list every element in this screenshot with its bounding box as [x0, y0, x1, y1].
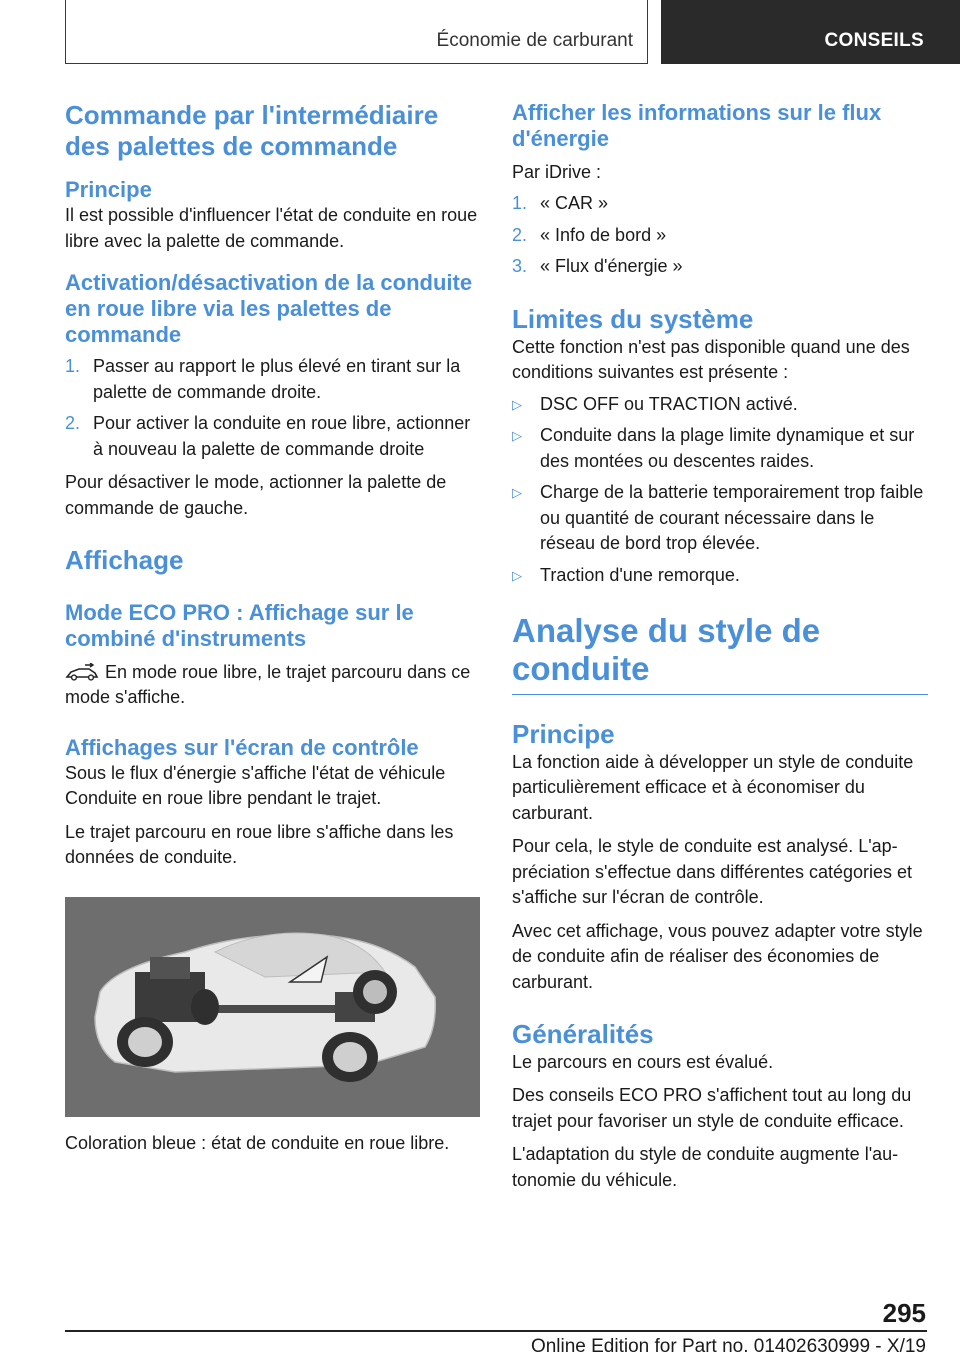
vehicle-illustration	[65, 897, 480, 1117]
list-item	[512, 423, 928, 474]
heading-generalites: Généralités	[512, 1019, 654, 1050]
heading-commande: Commande par l'intermédiaire des palettes de commande	[65, 100, 439, 161]
text-generalites-3: L'adaptation du style de conduite augmente l'autonomie du véhicule.	[512, 1144, 899, 1190]
header-chapter-box	[661, 0, 960, 64]
limites-list	[512, 392, 928, 589]
text-eco-pro	[65, 660, 480, 711]
step-text: « CAR »	[540, 193, 609, 214]
header-section-box	[65, 0, 648, 64]
left-column	[65, 100, 480, 1156]
text-principe-3: Avec cet affichage, vous pouvez adapter votre style de conduite afin de réaliser des économies de carburant.	[512, 920, 923, 992]
heading-principe-right: Principe	[512, 718, 615, 749]
list-item-text: Conduite dans la plage limite dynamique et sur des montées ou descentes raides.	[540, 425, 915, 471]
text-principe-1: La fonction aide à développer un style de conduite particulièrement efficace et à économiser du carburant.	[512, 751, 914, 823]
steps-list	[65, 354, 480, 462]
text-ecran-2: Le trajet parcouru en roue libre s'affiche dans les données de conduite.	[65, 821, 454, 868]
right-column	[512, 100, 928, 1193]
list-item	[512, 392, 928, 418]
triangle-bullet-icon: ▷	[512, 567, 522, 583]
footer-edition: Online Edition for Part no. 01402630999 - X/19	[530, 1336, 926, 1357]
page-number: 295	[882, 1298, 926, 1328]
step-text: Passer au rapport le plus élevé en tirant sur la palette de commande droite.	[93, 356, 461, 402]
step-text: Pour activer la conduite en roue libre, actionner à nouveau la palette de commande droite	[93, 413, 471, 459]
list-item	[65, 354, 480, 405]
heading-activation: Activation/désactivation de la conduite en roue libre via les palettes de commande	[65, 270, 473, 348]
footer-divider	[65, 1330, 927, 1332]
step-number: 2.	[65, 413, 81, 434]
heading-analyse: Analyse du style de conduite	[512, 612, 928, 695]
list-item	[65, 411, 480, 462]
list-item	[512, 254, 928, 280]
header-section-title: Économie de carburant	[436, 30, 633, 51]
heading-eco-pro: Mode ECO PRO : Affichage sur le combiné d'instruments	[65, 599, 414, 651]
heading-affichage: Affichage	[65, 545, 184, 576]
vehicle-figure	[65, 897, 480, 1117]
list-item	[512, 223, 928, 249]
list-item	[512, 563, 928, 589]
text-desactiver: Pour désactiver le mode, actionner la palette de commande de gauche.	[65, 472, 447, 518]
triangle-bullet-icon: ▷	[512, 396, 522, 412]
list-item-text: DSC OFF ou TRACTION activé.	[540, 393, 798, 414]
step-number: 2.	[512, 224, 528, 245]
step-text: « Flux d'énergie »	[540, 256, 683, 277]
figure-caption: Coloration bleue : état de conduite en roue libre.	[65, 1132, 450, 1153]
coasting-car-icon	[65, 663, 99, 681]
list-item-text: Traction d'une remorque.	[540, 564, 740, 585]
text-principe-2: Pour cela, le style de conduite est analysé. L'appréciation s'effectue dans différentes catégories et s'affiche sur l'écran de contrôle.	[512, 836, 913, 908]
heading-afficher: Afficher les informations sur le flux d'énergie	[512, 100, 882, 151]
list-item-text: Charge de la batterie temporairement trop faible ou quantité de courant nécessaire dans le réseau de bord trop élevée.	[540, 482, 924, 554]
list-item	[512, 191, 928, 217]
text-principe-left: Il est possible d'influencer l'état de conduite en roue libre avec la palette de commande.	[65, 205, 478, 251]
triangle-bullet-icon: ▷	[512, 485, 522, 501]
text-generalites-1: Le parcours en cours est évalué.	[512, 1051, 774, 1072]
list-item	[512, 480, 928, 557]
step-text: « Info de bord »	[540, 224, 667, 245]
heading-limites: Limites du système	[512, 303, 754, 334]
triangle-bullet-icon: ▷	[512, 428, 522, 444]
text-limites: Cette fonction n'est pas disponible quand une des conditions suivantes est présente :	[512, 336, 910, 383]
heading-principe-left: Principe	[65, 177, 152, 203]
heading-ecran: Affichages sur l'écran de contrôle	[65, 734, 419, 760]
text-generalites-2: Des conseils ECO PRO s'affichent tout au long du trajet pour favoriser un style de conduite efficace.	[512, 1085, 912, 1131]
text-eco-pro-content: En mode roue libre, le trajet parcouru dans ce mode s'affiche.	[65, 661, 471, 708]
step-number: 1.	[512, 193, 528, 214]
step-number: 1.	[65, 356, 81, 377]
step-number: 3.	[512, 256, 528, 277]
header-chapter-title: CONSEILS	[824, 30, 924, 51]
idrive-steps-list	[512, 191, 928, 280]
text-ecran-1: Sous le flux d'énergie s'affiche l'état de véhicule Conduite en roue libre pendant le trajet.	[65, 762, 446, 809]
text-idrive: Par iDrive :	[512, 161, 602, 182]
